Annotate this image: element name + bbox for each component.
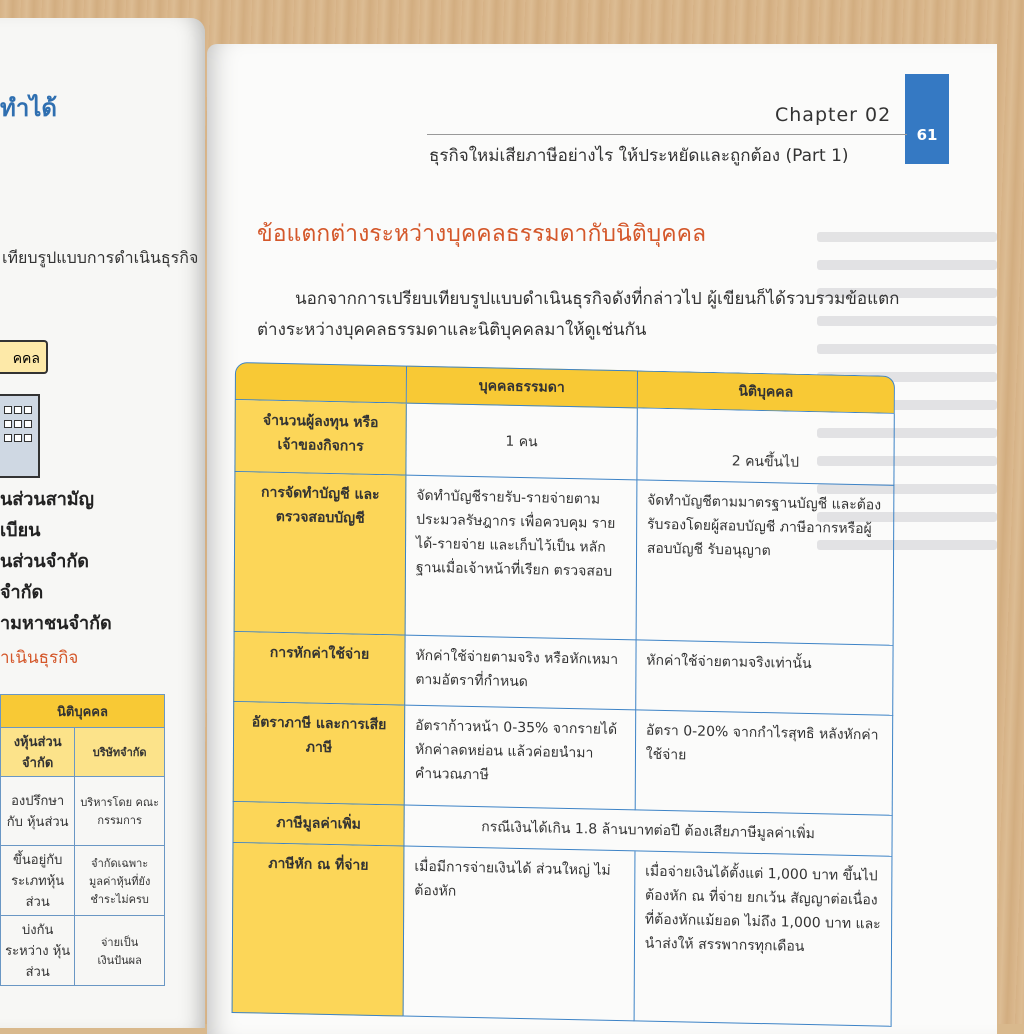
row-label: ภาษีมูลค่าเพิ่ม (232, 802, 404, 847)
column-header: บริษัทจำกัด (75, 728, 165, 777)
row-label: การจัดทำบัญชี และตรวจสอบบัญชี (234, 472, 407, 636)
list-item: นส่วนสามัญ (0, 489, 94, 510)
table-header: นิติบุคคล (1, 695, 165, 728)
table-row (233, 702, 894, 816)
intro-paragraph (257, 284, 917, 346)
left-page-heading: ทำได้ (0, 94, 57, 122)
table-cell: ขึ้นอยู่กับ ระเภทหุ้นส่วน (1, 846, 75, 916)
right-page (207, 44, 997, 1034)
column-header-juristic: นิติบุคคล (638, 370, 895, 413)
list-item: เบียน (0, 520, 41, 541)
table-cell: บริหารโดย คณะกรรมการ (75, 777, 165, 846)
left-page (0, 18, 205, 1028)
table-cell: อัตรา 0-20% จากกำไรสุทธิ หลังหักค่าใช้จ่าย (635, 710, 893, 815)
table-row (1, 916, 165, 986)
row-label: จำนวนผู้ลงทุน หรือเจ้าของกิจการ (234, 400, 406, 476)
table-row (1, 846, 165, 916)
comparison-table (231, 362, 895, 1034)
left-page-subheading: ำเนินธุรกิจ (0, 648, 79, 668)
table-cell: บ่งกันระหว่าง หุ้นส่วน (1, 916, 75, 986)
list-item: จำกัด (0, 582, 44, 603)
row-label: ภาษีหัก ณ ที่จ่าย (232, 843, 405, 1017)
header-divider (427, 134, 907, 135)
table-row (1, 777, 165, 846)
table-cell: จำกัดเฉพาะ มูลค่าหุ้นที่ยัง ชำระไม่ครบ (75, 846, 165, 916)
business-type-list (0, 484, 112, 639)
page-number-tab (905, 74, 949, 164)
list-item: นส่วนจำกัด (0, 551, 89, 572)
column-header: งหุ้นส่วนจำกัด (1, 728, 75, 777)
table-row (232, 843, 893, 1027)
corner-header (235, 362, 407, 404)
table-cell-span: กรณีเงินได้เกิน 1.8 ล้านบาทต่อปี ต้องเสียภาษีมูลค่าเพิ่ม (404, 806, 892, 857)
juristic-badge: คคล (0, 340, 48, 374)
table-cell: อัตราก้าวหน้า 0-35% จากรายได้หักค่าลดหย่อน แล้วค่อยนำมาคำนวณภาษี (405, 706, 636, 811)
column-header-individual: บุคคลธรรมดา (407, 366, 638, 409)
table-cell: จ่ายเป็น เงินปันผล (75, 916, 165, 986)
table-cell: หักค่าใช้จ่ายตามจริง หรือหักเหมาตามอัตราที่กำหนด (405, 636, 636, 711)
table-cell: หักค่าใช้จ่ายตามจริงเท่านั้น (636, 640, 894, 715)
chapter-subtitle: ธุรกิจใหม่เสียภาษีอย่างไร ให้ประหยัดและถูกต้อง (Part 1) (429, 146, 849, 166)
page-number: 61 (916, 126, 938, 144)
table-cell: 1 คน (406, 404, 637, 481)
table-cell: 2 คนขึ้นไป (637, 408, 895, 485)
table-row (234, 472, 895, 646)
table-row (234, 400, 894, 486)
paragraph-text: นอกจากการเปรียบเทียบรูปแบบดำเนินธุรกิจดังที่กล่าวไป ผู้เขียนก็ได้รวบรวมข้อแตกต่างระหว่างบุคคลธรรมดาและนิติบุคคลมาให้ดูเช่นกัน (257, 289, 900, 340)
building-icon (0, 394, 40, 478)
row-label: อัตราภาษี และการเสียภาษี (233, 702, 406, 806)
left-page-table (0, 694, 165, 986)
table-cell: เมื่อจ่ายเงินได้ตั้งแต่ 1,000 บาท ขึ้นไป ต้องหัก ณ ที่จ่าย ยกเว้น สัญญาต่อเนื่องที่ต้องหักแม้ยอด ไม่ถึง 1,000 บาท และนำส่งให้ สรรพากรทุกเดือน (634, 851, 892, 1026)
left-page-text: เทียบรูปแบบการดำเนินธุรกิจ (2, 248, 199, 267)
table-cell: จัดทำบัญชีตามมาตรฐานบัญชี และต้องรับรองโดยผู้สอบบัญชี ภาษีอากรหรือผู้สอบบัญชี รับอนุญาต (636, 480, 894, 645)
table-cell: องปรึกษากับ หุ้นส่วน (1, 777, 75, 846)
table-cell: จัดทำบัญชีรายรับ-รายจ่ายตาม ประมวลรัษฎากร เพื่อควบคุม รายได้-รายจ่าย และเก็บไว้เป็น หลักฐานเมื่อเจ้าหน้าที่เรียก ตรวจสอบ (406, 476, 638, 641)
chapter-label: Chapter 02 (775, 104, 892, 126)
section-title: ข้อแตกต่างระหว่างบุคคลธรรมดากับนิติบุคคล (257, 221, 707, 247)
table-cell: เมื่อมีการจ่ายเงินได้ ส่วนใหญ่ ไม่ต้องหัก (404, 847, 636, 1022)
list-item: ามหาชนจำกัด (0, 613, 112, 634)
row-label: การหักค่าใช้จ่าย (233, 632, 405, 706)
